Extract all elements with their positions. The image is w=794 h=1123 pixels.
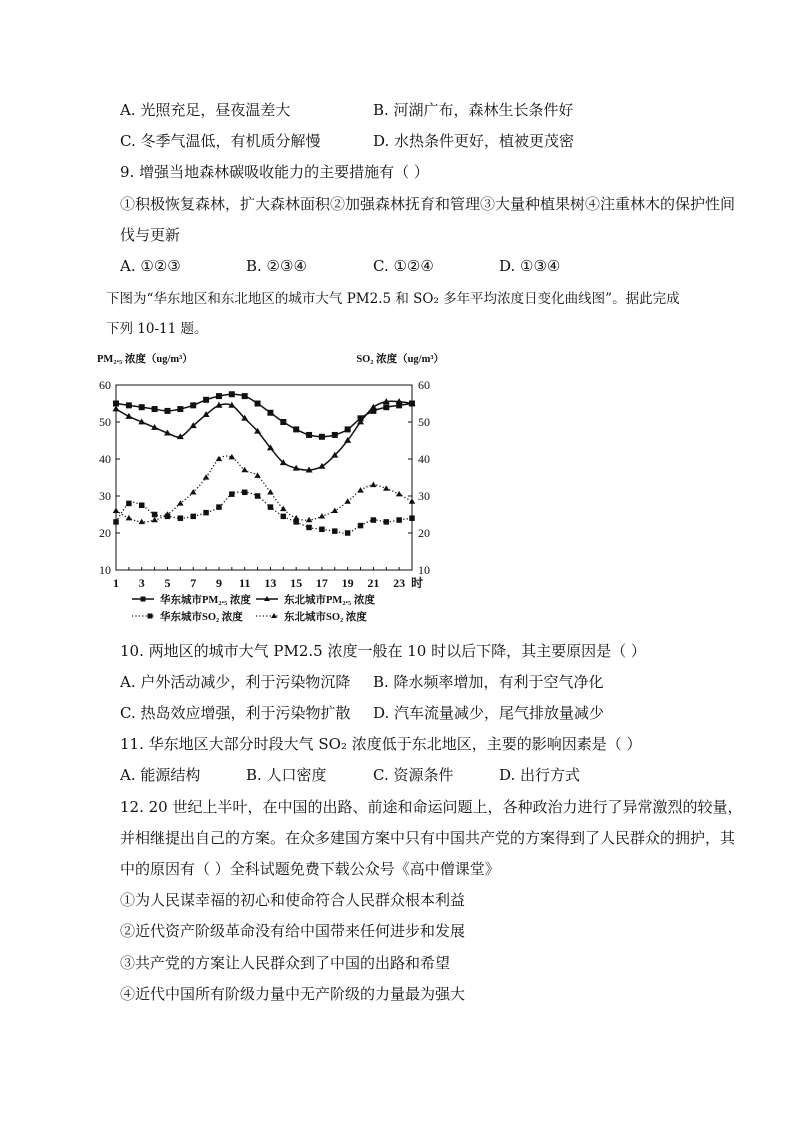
data-point xyxy=(332,432,338,438)
data-point xyxy=(268,504,274,510)
q8-option-c: C. 冬季气温低，有机质分解慢 xyxy=(120,132,321,150)
data-point xyxy=(370,482,377,487)
data-point xyxy=(126,515,133,520)
q9-statements: ①积极恢复森林，扩大森林面积②加强森林抚育和管理③大量种植果树④注重林木的保护性间 xyxy=(120,195,736,213)
y-tick-label-left: 10 xyxy=(99,563,111,577)
legend-marker xyxy=(141,597,146,602)
x-tick-label: 1 xyxy=(113,576,119,590)
data-point xyxy=(332,528,338,534)
legend-item xyxy=(256,610,367,623)
x-tick-label: 23 xyxy=(393,576,406,590)
q10-option-d: D. 汽车流量减少，尾气排放量减少 xyxy=(373,704,605,722)
q11-option-b: B. 人口密度 xyxy=(246,766,327,784)
x-tick-label: 13 xyxy=(264,576,277,590)
right-axis-label: SO₂ 浓度（ug/m³） xyxy=(356,354,444,365)
data-point xyxy=(126,501,132,507)
q12-statement-3: ③共产党的方案让人民群众到了中国的出路和希望 xyxy=(120,954,451,972)
data-point xyxy=(293,515,300,520)
data-point xyxy=(293,426,299,432)
legend-label: 华东城市PM₂.₅ 浓度 xyxy=(160,595,251,606)
data-point xyxy=(177,406,183,412)
q9-option-d: D. ①③④ xyxy=(499,257,561,275)
data-point xyxy=(319,434,325,440)
q12-statement-1: ①为人民谋幸福的初心和使命符合人民群众根本利益 xyxy=(120,891,466,909)
q10-option-c: C. 热岛效应增强，利于污染物扩散 xyxy=(120,704,351,722)
data-point xyxy=(306,517,313,522)
data-point xyxy=(281,514,287,520)
data-point xyxy=(306,525,312,531)
data-point xyxy=(255,493,261,499)
data-point xyxy=(383,404,389,410)
data-point xyxy=(396,491,403,496)
y-tick-label-left: 50 xyxy=(99,415,111,429)
data-point xyxy=(203,510,209,516)
data-point xyxy=(383,485,390,490)
y-tick-label-right: 50 xyxy=(418,415,430,429)
data-point xyxy=(164,408,170,414)
series-1 xyxy=(113,391,415,440)
q12-statement-2: ②近代资产阶级革命没有给中国带来任何进步和发展 xyxy=(120,922,466,940)
data-point xyxy=(384,519,390,525)
data-point xyxy=(267,489,274,494)
data-point xyxy=(371,517,377,523)
legend-item xyxy=(256,593,375,606)
data-point xyxy=(344,498,351,503)
legend-label: 东北城市PM₂.₅ 浓度 xyxy=(284,595,375,606)
q9-option-a: A. ①②③ xyxy=(120,257,181,275)
x-tick-label: 17 xyxy=(315,576,328,590)
data-point xyxy=(242,490,248,496)
series-4 xyxy=(113,454,416,524)
y-tick-label-right: 60 xyxy=(418,378,430,392)
data-point xyxy=(370,404,377,410)
data-point xyxy=(409,498,416,503)
y-tick-label-right: 10 xyxy=(418,563,430,577)
pollution-line-chart xyxy=(92,345,454,630)
legend-marker xyxy=(148,614,153,619)
y-tick-label-left: 60 xyxy=(99,378,111,392)
data-point xyxy=(254,472,261,477)
data-point xyxy=(319,527,325,533)
q12-stem-cont1: 并相继提出自己的方案。在众多建国方案中只有中国共产党的方案得到了人民群众的拥护，其 xyxy=(120,829,736,847)
data-point xyxy=(190,402,196,408)
data-point xyxy=(332,508,339,513)
q8-option-a: A. 光照充足，昼夜温差大 xyxy=(120,101,291,119)
data-point xyxy=(113,519,119,525)
y-tick-label-left: 20 xyxy=(99,526,111,540)
q11-option-d: D. 出行方式 xyxy=(499,766,581,784)
data-point xyxy=(280,506,287,511)
q11-option-a: A. 能源结构 xyxy=(120,766,201,784)
q8-option-d: D. 水热条件更好，植被更茂密 xyxy=(373,132,575,150)
data-point xyxy=(306,432,312,438)
data-point xyxy=(267,410,273,416)
figure-intro: 下图为“华东地区和东北地区的城市大气 PM2.5 和 SO₂ 多年平均浓度日变化曲线图”。据此完成 xyxy=(106,291,680,307)
q10-stem: 10. 两地区的城市大气 PM2.5 浓度一般在 10 时以后下降，其主要原因是（ ） xyxy=(120,642,646,660)
data-point xyxy=(409,515,415,521)
data-point xyxy=(357,487,364,492)
data-point xyxy=(319,513,326,518)
q9-option-c: C. ①②④ xyxy=(373,257,434,275)
q12-stem: 12. 20 世纪上半叶，在中国的出路、前途和命运问题上，各种政治力进行了异常激烈的较量， xyxy=(120,798,743,816)
data-point xyxy=(345,530,351,536)
data-point xyxy=(358,523,364,529)
data-point xyxy=(216,504,222,510)
q9-stem: 9. 增强当地森林碳吸收能力的主要措施有（ ） xyxy=(120,163,429,181)
y-tick-label-left: 40 xyxy=(99,452,111,466)
q12-stem-cont2: 中的原因有（ ）全科试题免费下载公众号《高中僧课堂》 xyxy=(120,860,500,878)
series-line xyxy=(116,456,412,522)
legend-marker xyxy=(271,613,277,618)
y-tick-label-right: 40 xyxy=(418,452,430,466)
q10-option-b: B. 降水频率增加，有利于空气净化 xyxy=(373,673,604,691)
data-point xyxy=(139,404,145,410)
data-point xyxy=(216,456,223,461)
x-tick-label: 7 xyxy=(190,576,197,590)
data-point xyxy=(190,514,196,520)
legend-item xyxy=(132,610,243,623)
q12-statement-4: ④近代中国所有阶级力量中无产阶级的力量最为强大 xyxy=(120,985,466,1003)
legend-item xyxy=(132,593,251,606)
data-point xyxy=(126,402,132,408)
legend-label: 华东城市SO₂ 浓度 xyxy=(160,612,243,623)
series-line xyxy=(116,492,412,533)
data-point xyxy=(113,508,120,513)
x-tick-label: 15 xyxy=(290,576,303,590)
data-point xyxy=(216,393,222,399)
data-point xyxy=(203,397,209,403)
x-tick-label: 21 xyxy=(367,576,380,590)
data-point xyxy=(229,491,235,497)
x-tick-label: 9 xyxy=(215,576,222,590)
data-point xyxy=(318,463,325,469)
q8-option-b: B. 河湖广布，森林生长条件好 xyxy=(373,101,574,119)
series-line xyxy=(116,401,412,470)
data-point xyxy=(242,393,248,399)
q9-option-b: B. ②③④ xyxy=(246,257,307,275)
data-point xyxy=(151,517,158,522)
series-3 xyxy=(113,490,415,536)
data-point xyxy=(152,406,158,412)
data-point xyxy=(255,401,261,407)
q11-option-c: C. 资源条件 xyxy=(373,766,454,784)
x-unit-label: 时 xyxy=(411,576,424,590)
x-tick-label: 5 xyxy=(164,576,171,590)
q11-stem: 11. 华东地区大部分时段大气 SO₂ 浓度低于东北地区，主要的影响因素是（ ） xyxy=(120,735,642,753)
q9-statements-cont: 伐与更新 xyxy=(120,226,181,244)
data-point xyxy=(178,515,184,521)
q10-option-a: A. 户外活动减少，利于污染物沉降 xyxy=(120,673,351,691)
x-tick-label: 11 xyxy=(239,576,251,590)
x-tick-label: 3 xyxy=(138,576,145,590)
data-point xyxy=(396,517,402,523)
data-point xyxy=(152,512,158,518)
data-point xyxy=(280,419,286,425)
left-axis-label: PM₂.₅ 浓度（ug/m³） xyxy=(97,354,193,365)
x-tick-label: 19 xyxy=(341,576,354,590)
data-point xyxy=(345,426,351,432)
data-point xyxy=(138,519,145,524)
data-point xyxy=(229,391,235,397)
y-tick-label-right: 30 xyxy=(418,489,430,503)
data-point xyxy=(139,503,145,509)
figure-intro-cont: 下列 10-11 题。 xyxy=(106,321,208,337)
y-tick-label-right: 20 xyxy=(418,526,430,540)
legend-label: 东北城市SO₂ 浓度 xyxy=(284,612,367,623)
y-tick-label-left: 30 xyxy=(99,489,111,503)
